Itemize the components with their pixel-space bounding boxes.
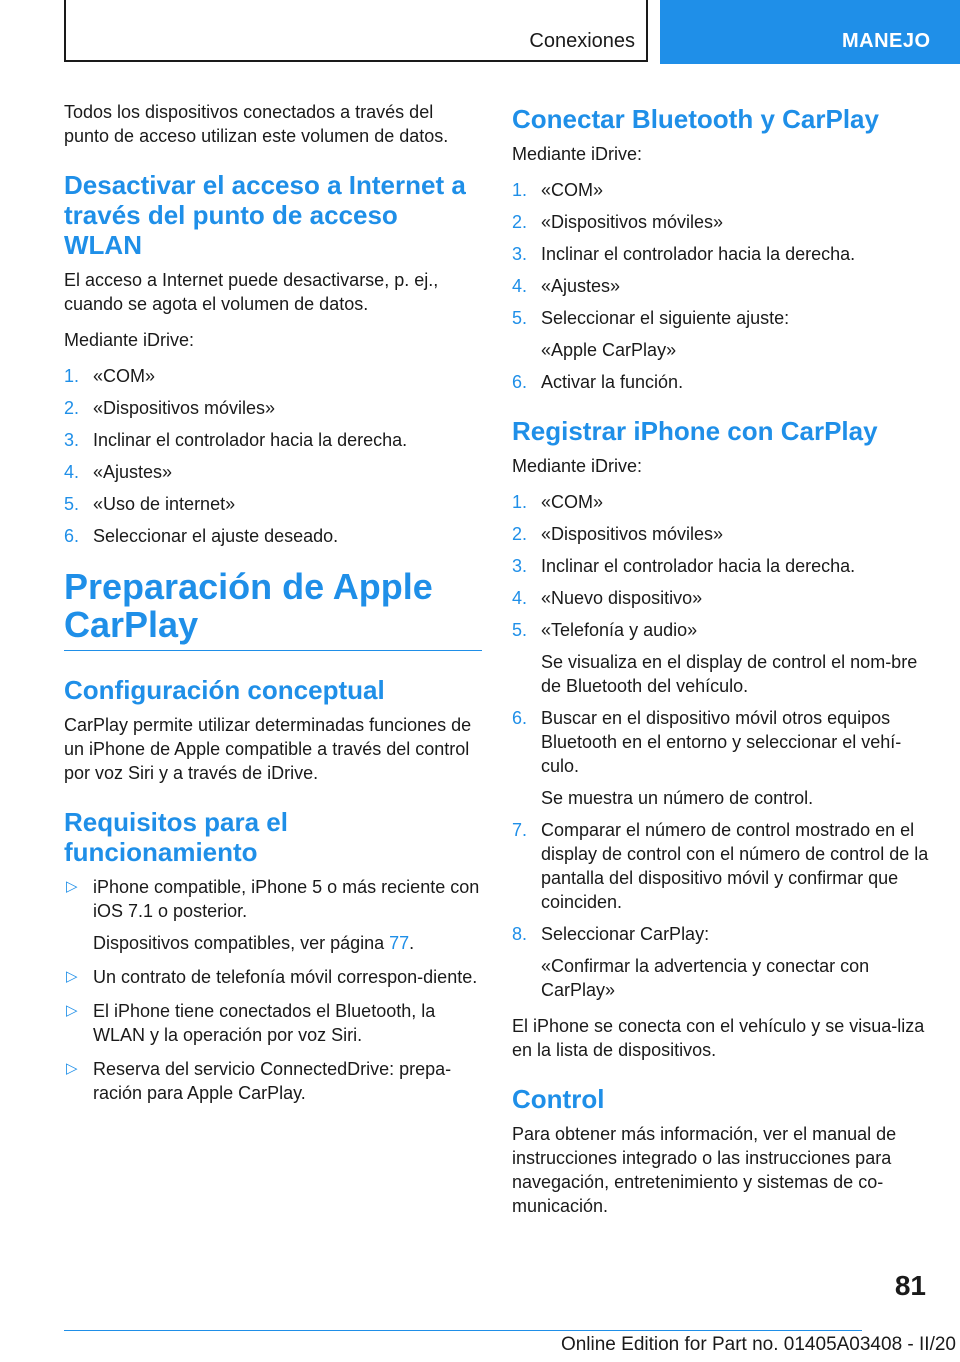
- step-text: «COM»: [541, 180, 604, 200]
- section-heading-wrap: [64, 568, 482, 651]
- step-text: «Uso de internet»: [93, 494, 236, 514]
- step-number: 4.: [512, 588, 528, 608]
- connect-steps-list: [512, 178, 932, 394]
- step-number: 5.: [64, 494, 80, 514]
- list-item: [64, 999, 482, 1047]
- step-text: «COM»: [541, 492, 604, 512]
- step-number: 5.: [512, 308, 528, 328]
- footer-divider: [64, 1330, 862, 1331]
- step-text: Inclinar el controlador hacia la derecha.: [541, 244, 856, 264]
- step-text: «Ajustes»: [93, 462, 173, 482]
- step-text: «Ajustes»: [541, 276, 621, 296]
- step-number: 2.: [512, 524, 528, 544]
- list-item: [64, 364, 482, 388]
- step-text: «Dispositivos móviles»: [541, 524, 724, 544]
- heading-disable-internet: Desactivar el acceso a Internet a través del punto de acceso WLAN: [64, 170, 466, 260]
- list-item: [512, 306, 932, 362]
- heading-requirements: Requisitos para el funcionamiento: [64, 807, 288, 867]
- control-paragraph: Para obtener más información, ver el manual de instrucciones integrado o las instrucciones para navegación, entretenimiento y sistemas de co-municación.: [512, 1124, 897, 1216]
- list-item: [512, 618, 932, 698]
- step-text: «Nuevo dispositivo»: [541, 588, 703, 608]
- note-end: .: [409, 933, 415, 953]
- section-heading-carplay: Preparación de Apple CarPlay: [64, 566, 433, 645]
- concept-paragraph: CarPlay permite utilizar determinadas funciones de un iPhone de Apple compatible a través del control por voz Siri y a través de iDrive.: [64, 715, 472, 783]
- disable-paragraph: El acceso a Internet puede desactivarse, p. ej., cuando se agota el volumen de datos.: [64, 270, 439, 314]
- triangle-bullet-icon: ▷: [66, 1060, 78, 1077]
- step-text: Activar la función.: [541, 372, 684, 392]
- intro-paragraph: Todos los dispositivos conectados a través del punto de acceso utilizan este volumen de datos.: [64, 102, 449, 146]
- step-text: «Telefonía y audio»: [541, 620, 698, 640]
- list-item: [64, 428, 482, 452]
- requirement-text: Reserva del servicio ConnectedDrive: prepa-ración para Apple CarPlay.: [93, 1059, 452, 1103]
- list-item: [512, 178, 932, 202]
- list-item: [64, 875, 482, 955]
- requirement-text: Un contrato de telefonía móvil correspon-diente.: [93, 967, 478, 987]
- list-item: [512, 706, 932, 810]
- list-item: [512, 818, 932, 914]
- page-link[interactable]: 77: [389, 933, 410, 953]
- step-number: 5.: [512, 620, 528, 640]
- step-subtext: Se muestra un número de control.: [541, 788, 814, 808]
- step-text: Inclinar el controlador hacia la derecha.: [93, 430, 408, 450]
- step-subtext: «Apple CarPlay»: [541, 340, 677, 360]
- step-text: «COM»: [93, 366, 156, 386]
- list-item: [512, 242, 932, 266]
- step-text: «Dispositivos móviles»: [541, 212, 724, 232]
- heading-register: Registrar iPhone con CarPlay: [512, 416, 878, 446]
- step-number: 3.: [64, 430, 80, 450]
- heading-control: Control: [512, 1084, 605, 1114]
- step-text: Seleccionar el siguiente ajuste:: [541, 308, 790, 328]
- note-text: Dispositivos compatibles, ver página: [93, 933, 390, 953]
- step-number: 2.: [64, 398, 80, 418]
- left-column: [64, 100, 482, 1115]
- step-number: 8.: [512, 924, 528, 944]
- list-item: [512, 210, 932, 234]
- list-item: [512, 586, 932, 610]
- step-number: 6.: [512, 708, 528, 728]
- list-item: [64, 396, 482, 420]
- via-idrive-label: Mediante iDrive:: [64, 330, 195, 350]
- connected-paragraph: El iPhone se conecta con el vehículo y se visua-liza en la lista de dispositivos.: [512, 1016, 925, 1060]
- step-number: 7.: [512, 820, 528, 840]
- header-section-title: Conexiones: [529, 30, 635, 52]
- step-number: 4.: [512, 276, 528, 296]
- step-number: 6.: [512, 372, 528, 392]
- footer-edition: Online Edition for Part no. 01405A03408 - II/20: [560, 1334, 956, 1355]
- disable-steps-list: [64, 364, 482, 548]
- step-number: 6.: [64, 526, 80, 546]
- step-text: Inclinar el controlador hacia la derecha.: [541, 556, 856, 576]
- list-item: [512, 370, 932, 394]
- heading-connect: Conectar Bluetooth y CarPlay: [512, 104, 879, 134]
- list-item: [64, 460, 482, 484]
- header-chapter-tab[interactable]: MANEJO: [660, 0, 960, 64]
- step-text: Seleccionar el ajuste deseado.: [93, 526, 339, 546]
- via-idrive-label: Mediante iDrive:: [512, 144, 643, 164]
- triangle-bullet-icon: ▷: [66, 878, 78, 895]
- step-number: 2.: [512, 212, 528, 232]
- list-item: [64, 965, 482, 989]
- triangle-bullet-icon: ▷: [66, 968, 78, 985]
- requirement-note: [93, 931, 482, 955]
- list-item: [512, 274, 932, 298]
- triangle-bullet-icon: ▷: [66, 1002, 78, 1019]
- step-text: Seleccionar CarPlay:: [541, 924, 710, 944]
- list-item: [512, 522, 932, 546]
- via-idrive-label: Mediante iDrive:: [512, 456, 643, 476]
- step-number: 1.: [512, 492, 528, 512]
- list-item: [512, 554, 932, 578]
- step-number: 4.: [64, 462, 80, 482]
- requirements-list: [64, 875, 482, 1105]
- requirement-text: iPhone compatible, iPhone 5 o más reciente con iOS 7.1 o posterior.: [93, 877, 480, 921]
- step-subtext: Se visualiza en el display de control el nom-bre de Bluetooth del vehículo.: [541, 652, 918, 696]
- step-text: Buscar en el dispositivo móvil otros equipos Bluetooth en el entorno y seleccionar el vehí-culo.: [541, 708, 902, 776]
- page-number: 81: [894, 1270, 926, 1301]
- step-subtext: «Confirmar la advertencia y conectar con CarPlay»: [541, 956, 870, 1000]
- step-text: «Dispositivos móviles»: [93, 398, 276, 418]
- requirement-text: El iPhone tiene conectados el Bluetooth, la WLAN y la operación por voz Siri.: [93, 1001, 436, 1045]
- step-text: Comparar el número de control mostrado en el display de control con el número de control de la pantalla del dispositivo móvil y confirmar que coinciden.: [541, 820, 929, 912]
- step-number: 1.: [64, 366, 80, 386]
- step-number: 1.: [512, 180, 528, 200]
- right-column: [512, 100, 932, 1230]
- list-item: [512, 490, 932, 514]
- list-item: [512, 922, 932, 1002]
- register-steps-list: [512, 490, 932, 1002]
- step-number: 3.: [512, 244, 528, 264]
- heading-concept: Configuración conceptual: [64, 675, 385, 705]
- list-item: [64, 492, 482, 516]
- list-item: [64, 524, 482, 548]
- step-number: 3.: [512, 556, 528, 576]
- list-item: [64, 1057, 482, 1105]
